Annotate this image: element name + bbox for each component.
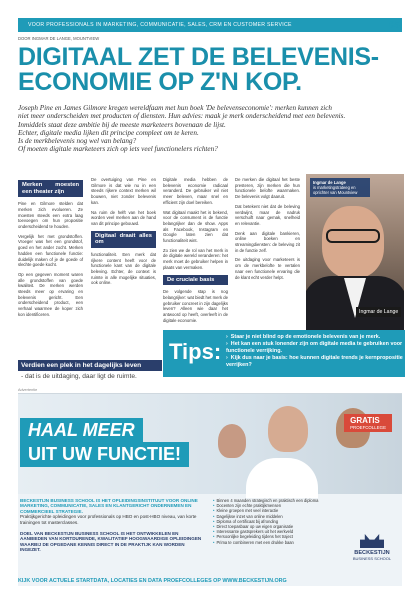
gratis-badge[interactable] — [344, 414, 392, 432]
subhead: Merken moesten een theater zijn — [18, 180, 83, 197]
ad-bullet: • Direct toepasbaar op uw eigen organisatie — [213, 524, 343, 529]
intro-line: niet meer onderscheiden met producten of diensten. Hun advies: maak je merk onderscheidend met een belevenis. — [18, 112, 346, 121]
ad-intro-body: Praktijkgerichte opleidingen voor professionals op HBO en post-HBO niveau, van korte trainingen tot masterclasses. — [20, 514, 197, 525]
paragraph: De overtuiging van Pine en Gilmore is dat wie nu in een steeds rijkere context merken wil bouwen, niet zonder belevenis kan. — [91, 177, 156, 205]
paragraph: Op een gegeven moment waren alle grondstoffen van goede kwaliteit. De merken werden steeds meer op ervaring en belevenis gericht. Een onderscheidend product, een verhaal waarmee de koper zich kon identificeren. — [18, 271, 83, 317]
paragraph: De volgende stap is nog belangrijker: wat biedt het merk de gebruiker concreet in zijn dagelijks leven? Alleen wie daar het antwoord op heeft, overleeft in de digitale economie. — [163, 289, 228, 323]
intro — [18, 104, 403, 154]
ad-label: Advertentie — [18, 388, 38, 392]
photo-caption — [310, 178, 370, 197]
ad-intro — [20, 498, 206, 553]
paragraph: Pine en Gilmore stelden dat merken zich evolueren. Ze moesten steeds een extra laag toevoegen om hun propositie onderscheidend te houden. — [18, 201, 83, 229]
tip-item: › Staar je niet blind op de emotionele belevenis van je merk. — [226, 334, 405, 341]
tip-item: › Kijk dus naar je basis: hoe kunnen digitale trends je kernpropositie verrijken? — [226, 355, 405, 369]
paragraph: Denk aan digitale bankieren, online boeken en streamingdiensten: de beleving zit in de functie zelf. — [235, 230, 300, 253]
logo-sub: BUSINESS SCHOOL — [352, 556, 392, 561]
pull-quote-line-2: - dat is de uitdaging, daar ligt de ruimte. — [21, 373, 137, 380]
intro-line: Inmiddels staat deze ambitie bij de meeste marketeers bovenaan de lijst. — [18, 120, 226, 129]
name-tag: Ingmar de Lange — [356, 307, 401, 317]
tip-item: › Het kan een stuk lonender zijn om digitale media te gebruiken voor functionele verrijking. — [226, 341, 405, 355]
badge-main: GRATIS — [350, 416, 380, 425]
badge-sub: PROEFCOLLEGE — [350, 425, 386, 430]
section-banner — [18, 18, 402, 32]
beckestijn-logo — [348, 534, 396, 561]
paragraph: De uitdaging voor marketeers is om de merkbelofte te vertalen naar een functionele ervaring die de klant echt verder helpt. — [235, 257, 300, 280]
ad-intro-dark: DOEL VAN BECKESTIJN BUSINESS SCHOOL IS HET ONTWIKKELEN EN AANBIEDEN VAN KORTDURENDE, KWALITATIEF HOOGWAARDIGE OPLEIDINGEN WAARBIJ DE OPGEDANE KENNIS DIRECT IN DE PRAKTIJK KAN WORDEN INGEZET. — [20, 531, 202, 553]
byline: DOOR INGMAR DE LANGE, MOUNTVIEW — [18, 36, 100, 41]
page-number: 05 — [389, 19, 400, 31]
ad-bullet: • Interessante gastsprekers uit het werkveld — [213, 529, 343, 534]
ad-bullet: • Docenten zijn echte praktijkmensen — [213, 503, 343, 508]
paragraph: Digitale media hebben de belevenis economie radicaal veranderd. De gebruiker wil niet meer beleven, maar snel en efficient zijn doel bereiken. — [163, 177, 228, 205]
caption-name: Ingmar de Lange — [313, 180, 346, 185]
headline: DIGITAAL ZET DE BELEVENIS-ECONOMIE OP Z'N KOP. — [18, 43, 379, 96]
ad-footer-link[interactable]: KIJK VOOR ACTUELE STARTDATA, LOCATIES EN DATA PROEFCOLLEGES OP WWW.BECKESTIJN.ORG — [18, 578, 287, 584]
caption-role: is marketingstrateeg en oprichter van Mountview — [313, 185, 358, 195]
ad-bullet: • Diploma of certificaat bij afronding — [213, 519, 343, 524]
tips-label: Tips: — [169, 339, 222, 364]
paragraph: functionaliteit. Een merk dat rijkere content heeft voor de functionele kant van de digitale beleving. Echter, de context is ruimte in alle mogelijke situaties, ook online. — [91, 251, 156, 286]
castle-icon — [360, 534, 384, 548]
intro-line: Is de merkbelevenis nog wel van belang? — [18, 137, 137, 146]
intro-line: Of moeten digitale marketeers zich op iets veel functionelers richten? — [18, 145, 218, 154]
ad-headline-1: HAAL MEER — [20, 418, 143, 443]
subhead: De cruciale basis — [163, 275, 228, 286]
paragraph: Wat digitaal maakt het is bekend, voor de consument is de functie belangrijker dan de show. Apps als Facebook, Instagram en Google laten zien dat functionaliteit wint. — [163, 209, 228, 244]
tips-list — [226, 334, 405, 369]
tips-box — [163, 330, 405, 377]
paragraph: Zo zien we de rol van het merk in de digitale wereld veranderen: het merk moet de gebruiker helpen in plaats van vermaken. — [163, 247, 228, 270]
logo-name: BECKESTIJN — [354, 550, 390, 556]
subhead: Digitaal draait alles om — [91, 231, 156, 248]
ad-bullet: • Binnen 4 maanden strategisch en praktisch een diploma — [213, 498, 343, 503]
pull-quote-line-1: Verdien een plek in het dagelijks leven — [18, 360, 162, 371]
section-banner-text: VOOR PROFESSIONALS IN MARKETING, COMMUNICATIE, SALES, CRM EN CUSTOMER SERVICE — [28, 22, 292, 28]
article-column-3 — [163, 177, 228, 327]
article-column-1 — [18, 177, 83, 322]
ad-bullet: • Persoonlijke begeleiding tijdens het traject — [213, 534, 343, 539]
person-shape — [218, 424, 246, 458]
paragraph: Na ruim de helft van het boek worden veel merken aan de hand van dit principe gebouwd. — [91, 209, 156, 226]
article-column-4 — [235, 177, 300, 284]
ad-intro-blue: BECKESTIJN BUSINESS SCHOOL IS HET OPLEIDINGSINSTITUUT VOOR ONLINE MARKETING, COMMUNICATIE, SALES EN KLANTGERICHT ONDERNEMEN EN COMMERCIEEL STRATEGIE. — [20, 498, 198, 514]
ad-headline-2: UIT UW FUNCTIE! — [20, 442, 189, 467]
glasses-shape — [326, 229, 380, 243]
advertisement[interactable] — [18, 393, 402, 586]
paragraph: Vergelijk het met grondstoffen. Vroeger was het een grondstof, goed en het ander zocht. Merken hadden een functionele functie: duidelijk maken of je de goede of slechte goede kocht. — [18, 233, 83, 268]
person-shape — [246, 458, 318, 498]
person-shape — [268, 406, 308, 452]
intro-line: Joseph Pine en James Gilmore kregen wereldfaam met hun boek 'De belevenseconomie': merken kunnen zich — [18, 104, 333, 112]
author-photo — [306, 174, 404, 330]
ad-bullet: • Dagelijkse inzet van online middelen — [213, 514, 343, 519]
ad-bullet: • Prima te combineren met een drukke baan — [213, 540, 343, 545]
ad-bullet: • Kleine groepen met veel interactie — [213, 508, 343, 513]
ad-bullets — [213, 498, 343, 545]
paragraph: Dat betekent niet dat de beleving verdwijnt, maar de nadruk verschuift naar gemak, snelheid en relevantie. — [235, 203, 300, 226]
article-column-2 — [91, 177, 156, 290]
paragraph: De merken die digitaal het beste presteren, zijn merken die hun functionele belofte waarmaken. De belevenis volgt daaruit. — [235, 177, 300, 200]
intro-line: Echter, digitale media lijken dit principe compleet om te keren. — [18, 128, 199, 137]
